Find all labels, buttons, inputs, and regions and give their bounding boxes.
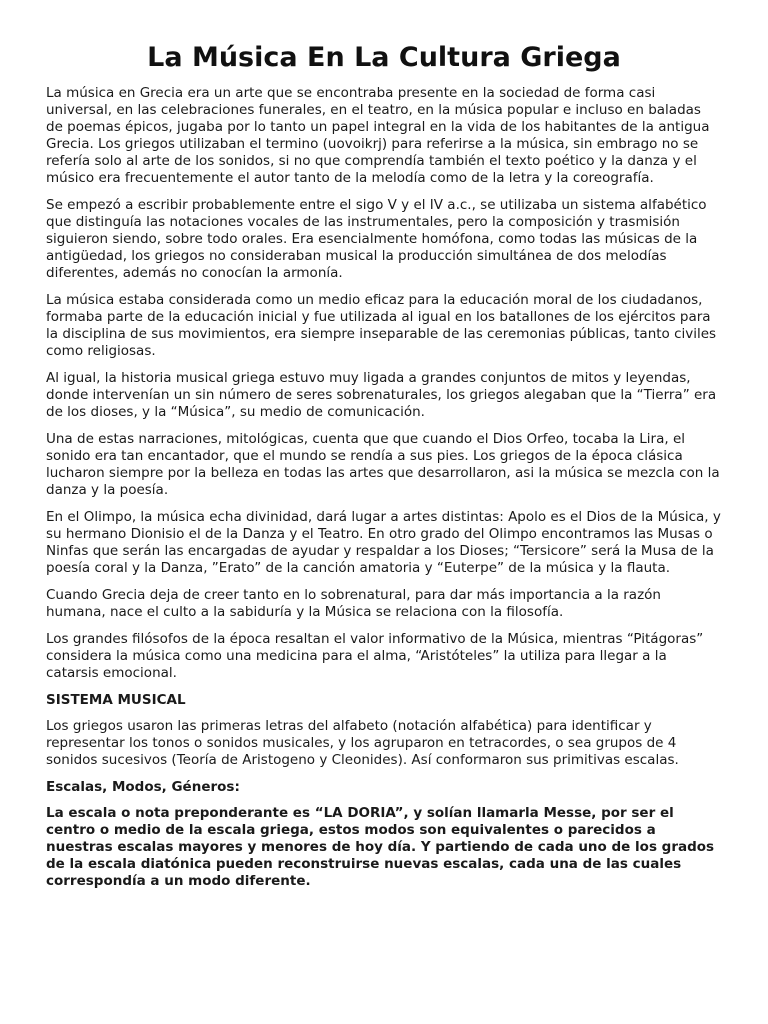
subheading: Escalas, Modos, Géneros: [46,779,240,795]
paragraph-5: Una de estas narraciones, mitológicas, cuenta que que cuando el Dios Orfeo, tocaba la Lira, el sonido era tan encantador, que el mundo se rendía a sus pies. Los griegos de la época clásica lucharon siempre por la belleza en todas las artes que desarrollaron, asi la música se mezcla con la danza y la poesía. [46,431,720,498]
paragraph-1: La música en Grecia era un arte que se encontraba presente en la sociedad de forma casi universal, en las celebraciones funerales, en el teatro, en la música popular e incluso en baladas de poemas épicos, jugaba por lo tanto un papel integral en la vida de los habitantes de la antigua Grecia. Los griegos utilizaban el termino (uovoikrj) para referirse a la música, sin embrago no se refería solo al arte de los sonidos, si no que comprendía también el texto poético y la danza y el músico era frecuentemente el autor tanto de la melodía como de la letra y la coreografía. [46,85,710,186]
paragraph-6: En el Olimpo, la música echa divinidad, dará lugar a artes distintas: Apolo es el Dios de la Música, y su hermano Dionisio el de la Danza y el Teatro. En otro grado del Olimpo encontramos las Musas o Ninfas que serán las encargadas de ayudar y respaldar a los Dioses; “Tersicore” será la Musa de la poesía coral y la Danza, ”Erato” de la canción amatoria y “Euterpe” de la música y la flauta. [46,509,721,576]
bold-paragraph: La escala o nota preponderante es “LA DORIA”, y solían llamarla Messe, por ser el centro o medio de la escala griega, estos modos son equivalentes o parecidos a nuestras escalas mayores y menores de hoy día. Y partiendo de cada uno de los grados de la escala diatónica pueden reconstruirse nuevas escalas, cada una de las cuales correspondía a un modo diferente. [46,805,715,889]
paragraph-4: Al igual, la historia musical griega estuvo muy ligada a grandes conjuntos de mitos y leyendas, donde intervenían un sin número de seres sobrenaturales, los griegos alegaban que la “Tierra” era de los dioses, y la “Música”, su medio de comunicación. [46,370,717,420]
paragraph-7: Cuando Grecia deja de creer tanto en lo sobrenatural, para dar más importancia a la razón humana, nace el culto a la sabiduría y la Música se relaciona con la filosofía. [46,587,661,620]
section-heading: SISTEMA MUSICAL [46,692,186,708]
paragraph-8: Los grandes filósofos de la época resaltan el valor informativo de la Música, mientras “Pitágoras” considera la música como una medicina para el alma, “Aristóteles” la utiliza para llegar a la catarsis emocional. [46,631,704,681]
paragraph-2: Se empezó a escribir probablemente entre el sigo V y el IV a.c., se utilizaba un sistema alfabético que distinguía las notaciones vocales de las instrumentales, pero la composición y trasmisión siguieron siendo, sobre todo orales. Era esencialmente homófona, como todas las músicas de la antigüedad, los griegos no consideraban musical la producción simultánea de dos melodías diferentes, además no conocían la armonía. [46,197,707,281]
section-paragraph: Los griegos usaron las primeras letras del alfabeto (notación alfabética) para identificar y representar los tonos o sonidos musicales, y los agruparon en tetracordes, o sea grupos de 4 sonidos sucesivos (Teoría de Aristogeno y Cleonides). Así conformaron sus primitivas escalas. [46,718,679,768]
page-title: La Música En La Cultura Griega [147,42,621,73]
paragraph-3: La música estaba considerada como un medio eficaz para la educación moral de los ciudadanos, formaba parte de la educación inicial y fue utilizada al igual en los batallones de los ejércitos para la disciplina de sus movimientos, era siempre inseparable de las ceremonias públicas, tanto civiles como religiosas. [46,292,717,359]
